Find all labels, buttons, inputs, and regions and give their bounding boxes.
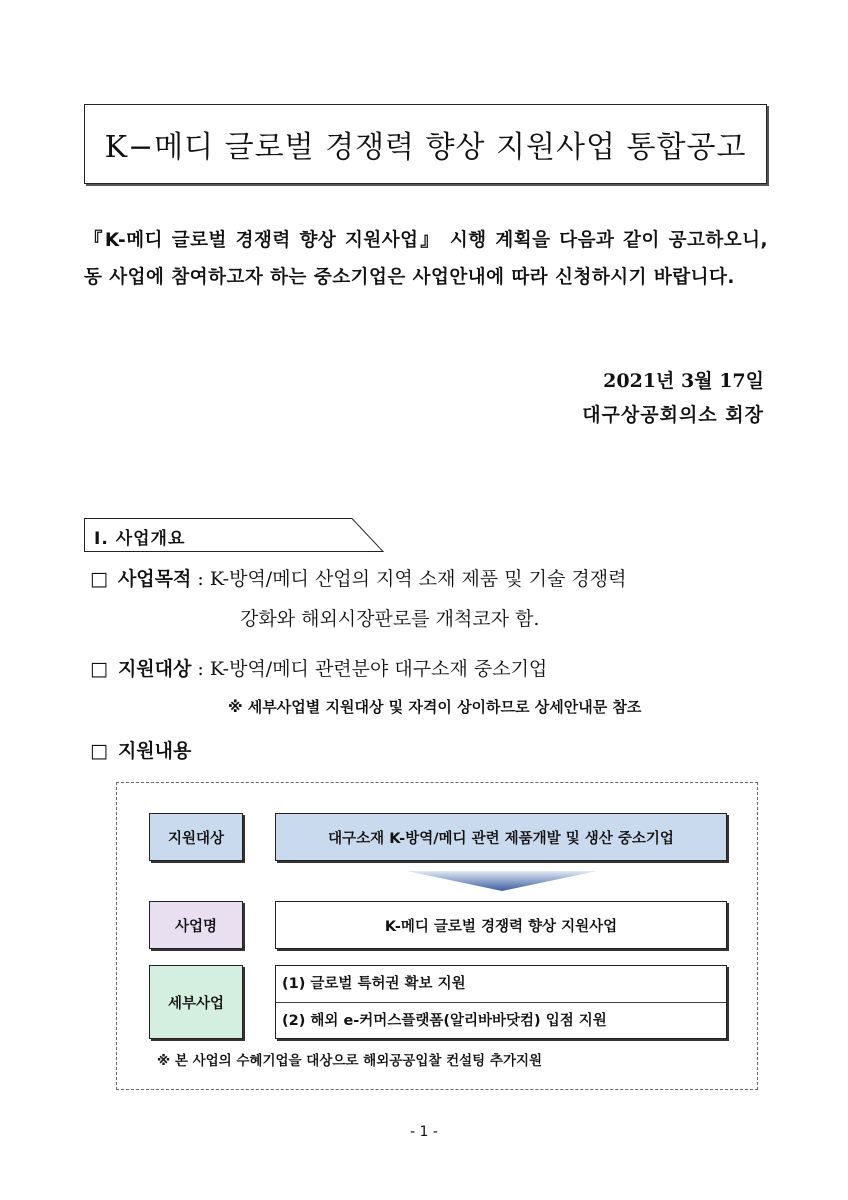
issuer: 대구상공회의소 회장 [582, 404, 764, 426]
content-key: 지원내용 [117, 740, 192, 762]
diagram-target-value: 대구소재 K-방역/메디 관련 제품개발 및 생산 중소기업 [275, 813, 727, 861]
diagram-name-label: 사업명 [149, 901, 243, 949]
target-key: 지원대상 [117, 658, 192, 680]
purpose-line2: 강화와 해외시장판로를 개척코자 함. [240, 608, 540, 630]
page-number: - 1 - [410, 1124, 438, 1140]
list-item: (1) 글로벌 특허권 확보 지원 [282, 976, 466, 992]
target-value: K-방역/메디 관련분야 대구소재 중소기업 [209, 658, 548, 680]
support-diagram [116, 782, 758, 1090]
checkbox-bullet-icon: □ [90, 568, 108, 590]
diagram-target-label: 지원대상 [149, 813, 243, 861]
purpose-line1: K-방역/메디 산업의 지역 소재 제품 및 기술 경쟁력 [209, 568, 627, 590]
section-header [84, 518, 384, 552]
purpose-sep: : [191, 568, 210, 590]
diagram-sub-label: 세부사업 [149, 965, 243, 1039]
purpose-item [90, 564, 627, 591]
list-item: (2) 해외 e-커머스플랫폼(알리바바닷컴) 입점 지원 [276, 1002, 726, 1038]
chevron-down-arrow-icon [407, 869, 597, 893]
diagram-name-value: K-메디 글로벌 경쟁력 향상 지원사업 [275, 901, 727, 949]
document-title: K−메디 글로벌 경쟁력 향상 지원사업 통합공고 [84, 104, 767, 184]
content-item [90, 736, 191, 763]
announcement-date: 2021년 3월 17일 [603, 370, 764, 392]
target-sep: : [191, 658, 210, 680]
section-title: Ⅰ. 사업개요 [94, 529, 186, 549]
checkbox-bullet-icon: □ [90, 658, 108, 680]
checkbox-bullet-icon: □ [90, 740, 108, 762]
target-note: ※ 세부사업별 지원대상 및 자격이 상이하므로 상세안내문 참조 [228, 698, 642, 716]
diagram-note: ※ 본 사업의 수혜기업을 대상으로 해외공공입찰 컨설팅 추가지원 [157, 1053, 543, 1069]
diagram-sub-list [275, 965, 727, 1039]
purpose-key: 사업목적 [117, 568, 192, 590]
intro-paragraph: 『K-메디 글로벌 경쟁력 향상 지원사업』 시행 계획을 다음과 같이 공고하오니, 동 사업에 참여하고자 하는 중소기업은 사업안내에 따라 신청하시기 바랍니다. [84, 230, 768, 288]
target-item [90, 654, 547, 681]
